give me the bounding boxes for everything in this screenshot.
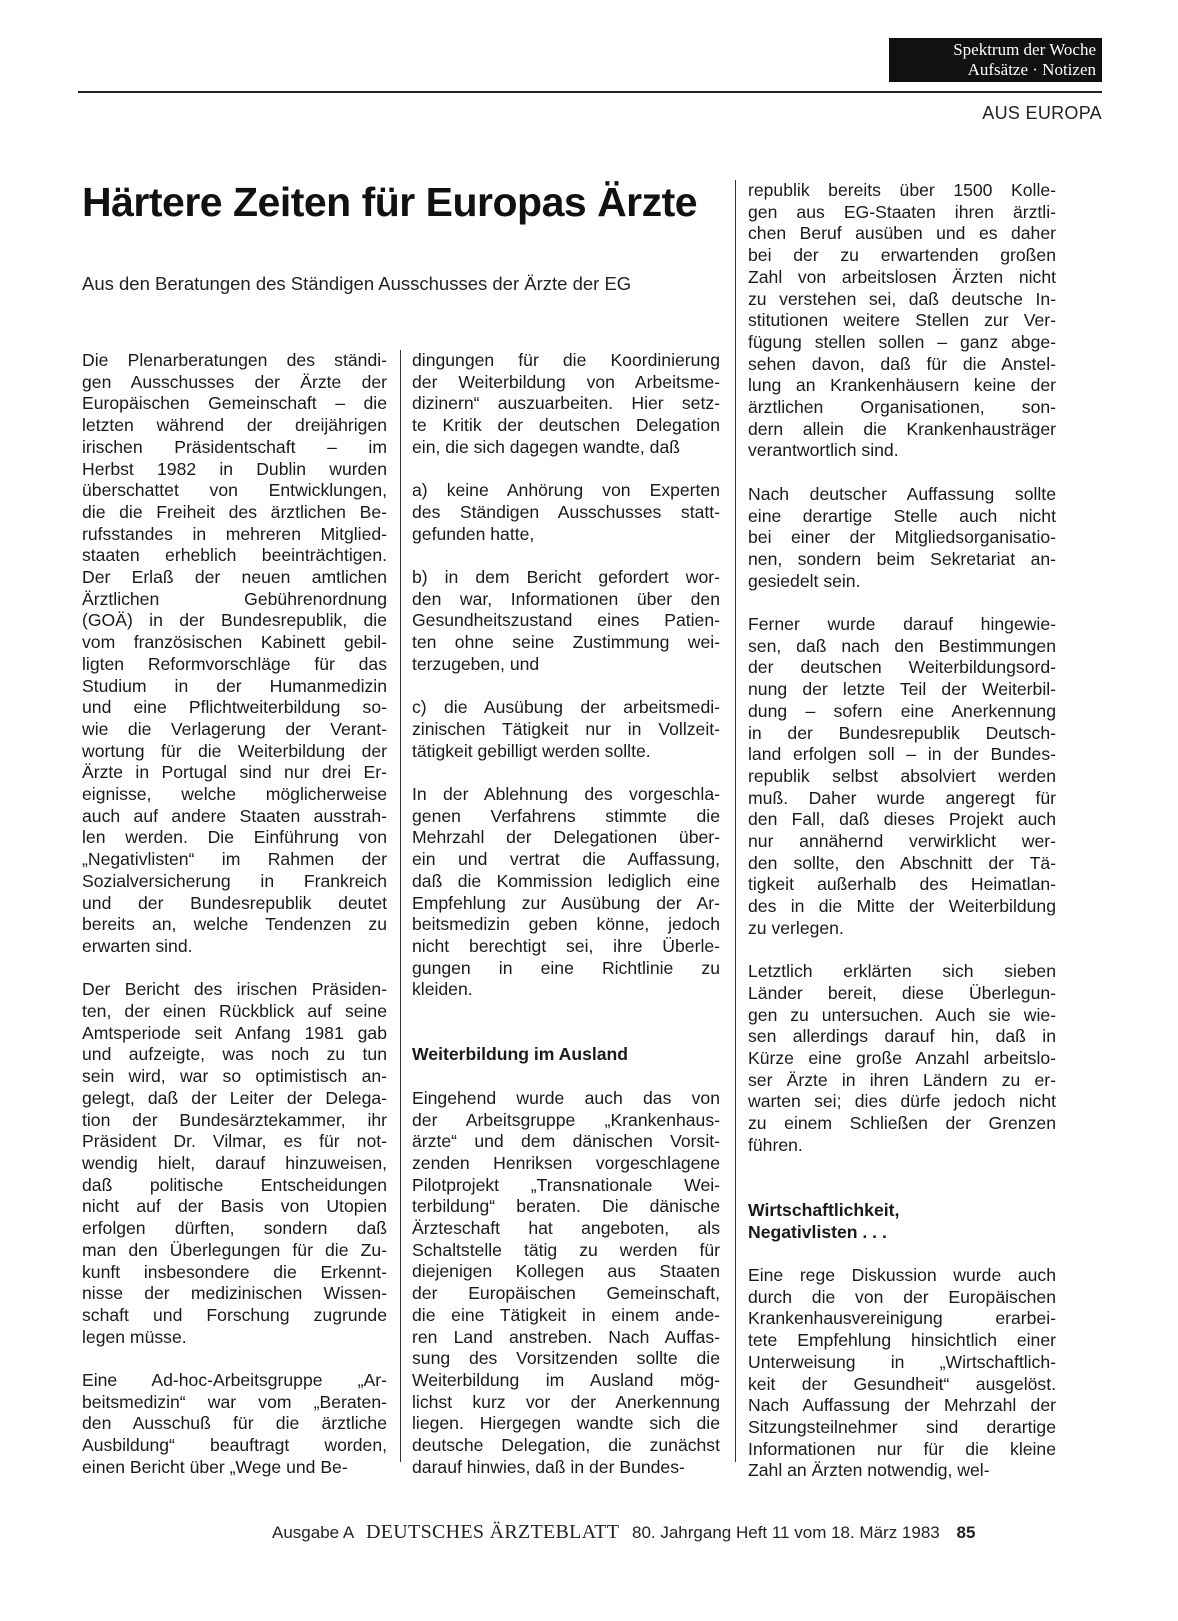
text-line: der Arbeitsgruppe „Krankenhaus- [412, 1109, 720, 1130]
section-label-line1: Spektrum der Woche [953, 40, 1096, 59]
text-line: irischen Präsidentschaft – im [82, 436, 387, 457]
text-line: dingungen für die Koordinierung [412, 350, 720, 370]
section-heading [748, 1200, 1056, 1243]
text-line: wortung für die Weiterbildung der [82, 740, 387, 761]
text-line: b) in dem Bericht gefordert wor- [412, 567, 720, 587]
text-line: fügung stellen sollen – ganz abge- [748, 331, 1056, 352]
text-line: in der Bundesrepublik Deutsch- [748, 722, 1056, 743]
text-line: darauf hinwies, daß in der Bundes- [412, 1456, 685, 1477]
text-line: chen Beruf ausüben und es daher [748, 223, 1056, 244]
text-line: Zahl an Ärzten notwendig, wel- [748, 1460, 990, 1481]
text-line: wendig hielt, darauf hinzuweisen, [82, 1153, 387, 1173]
paragraph [748, 484, 1056, 593]
text-line: der deutschen Weiterbildungsord- [748, 657, 1056, 678]
text-line: diejenigen Kollegen aus Staaten [412, 1261, 720, 1282]
text-line: und der Bundesrepublik deutet [82, 892, 387, 913]
text-line: Herbst 1982 in Dublin wurden [82, 458, 387, 479]
heading-line: Negativlisten . . . [748, 1221, 887, 1242]
paragraph [412, 784, 720, 1001]
text-line: kleiden. [412, 979, 473, 1000]
text-line: die eine Tätigkeit in einem ande- [412, 1304, 720, 1325]
footer-edition: Ausgabe A [272, 1523, 354, 1542]
text-line: gelegt, daß der Leiter der Delega- [82, 1087, 387, 1108]
text-line: überschattet von Entwicklungen, [82, 480, 387, 501]
text-line: muß. Daher wurde angeregt für [748, 787, 1056, 808]
text-line: a) keine Anhörung von Experten [412, 480, 720, 501]
text-line: erwarten sind. [82, 935, 193, 956]
text-line: gungen in eine Richtlinie zu [412, 957, 720, 978]
text-line: Ausbildung“ beauftragt worden, [82, 1435, 387, 1456]
paragraph [748, 1265, 1056, 1482]
text-line: Präsident Dr. Vilmar, es für not- [82, 1131, 387, 1152]
page-footer [272, 1521, 975, 1544]
text-line: zu einem Schließen der Grenzen [748, 1113, 1056, 1134]
text-line: bei einer der Mitgliedsorganisatio- [748, 527, 1056, 548]
heading-line: Weiterbildung im Ausland [412, 1044, 629, 1065]
text-line: sen, daß nach den Bestimmungen [748, 635, 1056, 656]
text-line: Unterweisung in „Wirtschaftlich- [748, 1351, 1056, 1372]
text-line: lichst kurz vor der Anerkennung [412, 1391, 720, 1412]
text-line: Zahl von arbeitslosen Ärzten nicht [748, 266, 1056, 287]
text-line: nen, sondern beim Sekretariat an- [748, 548, 1056, 569]
text-line: (GOÄ) in der Bundesrepublik, die [82, 610, 387, 631]
text-line: warten sei; dies dürfe jedoch nicht [748, 1091, 1056, 1112]
text-line: nisse der medizinischen Wissen- [82, 1283, 387, 1304]
text-line: Nach Auffassung der Mehrzahl der [748, 1395, 1056, 1416]
text-line: Ferner wurde darauf hingewie- [748, 614, 1056, 635]
text-line: ten ohne seine Zustimmung wei- [412, 632, 720, 653]
footer-issue: 80. Jahrgang Heft 11 vom 18. März 1983 [632, 1523, 940, 1542]
text-line: gefunden hatte, [412, 523, 535, 544]
paragraph [412, 480, 720, 545]
text-line: und eine Pflichtweiterbildung so- [82, 697, 387, 718]
text-line: gesiedelt sein. [748, 570, 861, 591]
text-line: vom französischen Kabinett gebil- [82, 632, 387, 653]
text-line: stitutionen weitere Stellen zur Ver- [748, 310, 1056, 331]
text-line: In der Ablehnung des vorgeschla- [412, 784, 720, 804]
heading-line: Wirtschaftlichkeit, [748, 1199, 900, 1220]
text-line: den sollte, den Abschnitt der Tä- [748, 852, 1056, 873]
text-column-2 [412, 350, 720, 1478]
text-line: Weiterbildung im Ausland mög- [412, 1369, 720, 1390]
text-line: auch auf andere Staaten ausstrah- [82, 805, 387, 826]
text-line: sehen davon, daß für die Anstel- [748, 353, 1056, 374]
text-line: staaten erheblich beeinträchtigen. [82, 545, 387, 566]
text-line: Ärzteschaft hat angeboten, als [412, 1218, 720, 1239]
page-number: 85 [956, 1523, 976, 1542]
text-line: zenden Henriksen vorgeschlagene [412, 1152, 720, 1173]
text-line: liegen. Hiergegen wandte sich die [412, 1413, 720, 1434]
text-line: rufsstandes in mehreren Mitglied- [82, 523, 387, 544]
text-line: „Negativlisten“ im Rahmen der [82, 849, 387, 870]
text-line: verantwortlich sind. [748, 440, 899, 461]
text-line: ser Ärzte in ihren Ländern zu er- [748, 1069, 1056, 1090]
text-line: wie die Verlagerung der Verant- [82, 718, 387, 739]
text-line: te Kritik der deutschen Delegation [412, 415, 720, 436]
text-line: Der Erlaß der neuen amtlichen [82, 567, 387, 588]
paragraph [412, 1088, 720, 1479]
text-line: der Europäischen Gemeinschaft, [412, 1283, 720, 1304]
text-line: führen. [748, 1134, 803, 1155]
paragraph [82, 350, 387, 958]
text-line: republik selbst absolviert werden [748, 765, 1056, 786]
text-line: nur annähernd verwirklicht wer- [748, 831, 1056, 852]
section-heading [412, 1044, 720, 1066]
paragraph [748, 180, 1056, 462]
text-line: Studium in der Humanmedizin [82, 675, 387, 696]
text-line: ren Land anstreben. Nach Auffas- [412, 1326, 720, 1347]
text-line: Der Bericht des irischen Präsiden- [82, 979, 387, 1000]
text-line: zu verlegen. [748, 917, 844, 938]
text-line: terzugeben, und [412, 653, 540, 674]
text-line: Krankenhausvereinigung erarbei- [748, 1308, 1056, 1329]
text-line: tion der Bundesärztekammer, ihr [82, 1109, 387, 1130]
text-line: daß politische Entscheidungen [82, 1174, 387, 1195]
text-line: schaft und Forschung zugrunde [82, 1304, 387, 1325]
paragraph [412, 697, 720, 762]
text-line: Die Plenarberatungen des ständi- [82, 350, 387, 370]
text-line: terbildung“ beraten. Die dänische [412, 1196, 720, 1217]
paragraph [412, 350, 720, 459]
text-line: deutsche Delegation, die zunächst [412, 1435, 720, 1456]
text-line: zu verstehen sei, daß deutsche In- [748, 288, 1056, 309]
text-line: Gesundheitszustand eines Patien- [412, 610, 720, 631]
paragraph [748, 961, 1056, 1156]
article-title: Härtere Zeiten für Europas Ärzte [82, 179, 698, 225]
text-line: man den Überlegungen für die Zu- [82, 1239, 387, 1260]
text-line: Eingehend wurde auch das von [412, 1087, 720, 1108]
text-line: Empfehlung zur Ausübung der Ar- [412, 892, 720, 913]
text-line: Ärztlichen Gebührenordnung [82, 588, 387, 609]
text-line: dern allein die Krankenhausträger [748, 418, 1056, 439]
text-line: Schaltstelle tätig zu werden für [412, 1239, 720, 1260]
paragraph [748, 614, 1056, 940]
paragraph [82, 1370, 387, 1479]
text-line: Europäischen Gemeinschaft – die [82, 393, 387, 414]
text-line: gen Ausschusses der Ärzte der [82, 371, 387, 392]
text-line: Informationen nur für die kleine [748, 1438, 1056, 1459]
text-column-1 [82, 350, 387, 1479]
text-line: zinischen Tätigkeit nur in Vollzeit- [412, 718, 720, 739]
text-line: c) die Ausübung der arbeitsmedi- [412, 697, 720, 718]
text-line: ten, der einen Rückblick auf seine [82, 1001, 387, 1022]
footer-magazine: DEUTSCHES ÄRZTEBLATT [366, 1521, 620, 1543]
paragraph [412, 567, 720, 676]
column-divider [400, 350, 401, 1462]
text-line: nicht auf der Basis von Utopien [82, 1196, 387, 1217]
text-line: sein wird, war so optimistisch an- [82, 1066, 387, 1087]
text-line: Länder bereit, diese Überlegun- [748, 982, 1056, 1003]
text-line: dung – sofern eine Anerkennung [748, 700, 1056, 721]
header-rule [78, 91, 1102, 93]
text-line: den Fall, daß dieses Projekt auch [748, 809, 1056, 830]
section-label [889, 38, 1102, 82]
text-line: tätigkeit gebilligt werden sollte. [412, 740, 651, 761]
text-line: ligten Reformvorschläge für das [82, 653, 387, 674]
text-line: kunft insbesondere die Erkennt- [82, 1261, 387, 1282]
column-divider [735, 180, 736, 1462]
text-line: und aufzeigte, was noch zu tun [82, 1044, 387, 1065]
text-line: Sitzungsteilnehmer sind derartige [748, 1417, 1056, 1437]
text-line: Pilotprojekt „Transnationale Wei- [412, 1174, 720, 1195]
text-line: einen Bericht über „Wege und Be- [82, 1456, 348, 1477]
text-line: land erfolgen soll – in der Bundes- [748, 744, 1056, 765]
text-line: der Weiterbildung von Arbeitsme- [412, 371, 720, 392]
section-label-line2: Aufsätze · Notizen [967, 60, 1096, 79]
text-line: sung des Vorsitzenden sollte die [412, 1348, 720, 1369]
text-line: nicht berechtigt sei, ihre Überle- [412, 935, 720, 956]
text-line: Sozialversicherung in Frankreich [82, 870, 387, 891]
kicker: AUS EUROPA [982, 103, 1102, 123]
text-line: den Ausschuß für die ärztliche [82, 1413, 387, 1434]
text-line: daß die Kommission lediglich eine [412, 870, 720, 891]
text-line: lung an Krankenhäusern keine der [748, 375, 1056, 396]
text-line: eine derartige Stelle auch nicht [748, 505, 1056, 526]
text-line: tigkeit außerhalb des Heimatlan- [748, 874, 1056, 895]
text-line: eignisse, welche möglicherweise [82, 784, 387, 805]
text-line: dizinern“ auszuarbeiten. Hier setz- [412, 393, 720, 414]
text-line: keit der Gesundheit“ ausgelöst. [748, 1373, 1056, 1394]
text-line: gen aus EG-Staaten ihren ärztli- [748, 201, 1056, 222]
text-line: die die Freiheit des ärztlichen Be- [82, 501, 387, 522]
text-line: nung der letzte Teil der Weiterbil- [748, 679, 1056, 700]
text-line: Ärzte in Portugal sind nur drei Er- [82, 762, 387, 783]
text-line: letzten während der dreijährigen [82, 415, 387, 436]
text-line: ein, die sich dagegen wandte, daß [412, 436, 681, 457]
text-line: Nach deutscher Auffassung sollte [748, 483, 1056, 504]
text-line: beitsmedizin“ war vom „Beraten- [82, 1391, 387, 1412]
text-column-3 [748, 180, 1056, 1482]
text-line: sen allerdings darauf hin, daß in [748, 1026, 1056, 1047]
article-subtitle: Aus den Beratungen des Ständigen Ausschusses der Ärzte der EG [82, 273, 632, 294]
text-line: republik bereits über 1500 Kolle- [748, 180, 1056, 200]
text-line: beitsmedizin geben könne, jedoch [412, 914, 720, 935]
text-line: des in die Mitte der Weiterbildung [748, 896, 1056, 917]
text-line: Letztlich erklärten sich sieben [748, 961, 1056, 982]
text-line: ärzte“ und dem dänischen Vorsit- [412, 1131, 720, 1152]
text-line: bereits an, welche Tendenzen zu [82, 914, 387, 935]
text-line: gen zu untersuchen. Auch sie wie- [748, 1004, 1056, 1025]
text-line: tete Empfehlung hinsichtlich einer [748, 1330, 1056, 1351]
text-line: des Ständigen Ausschusses statt- [412, 501, 720, 522]
text-line: durch die von der Europäischen [748, 1286, 1056, 1307]
text-line: den war, Informationen über den [412, 588, 720, 609]
text-line: Eine Ad-hoc-Arbeitsgruppe „Ar- [82, 1370, 387, 1391]
text-line: Mehrzahl der Delegationen über- [412, 827, 720, 848]
text-line: genen Verfahrens stimmte die [412, 805, 720, 826]
text-line: Amtsperiode seit Anfang 1981 gab [82, 1022, 387, 1043]
text-line: legen müsse. [82, 1326, 187, 1347]
text-line: Eine rege Diskussion wurde auch [748, 1265, 1056, 1286]
paragraph [82, 979, 387, 1348]
text-line: len werden. Die Einführung von [82, 827, 387, 848]
text-line: Kürze eine große Anzahl arbeitslo- [748, 1048, 1056, 1069]
text-line: ein und vertrat die Auffassung, [412, 849, 720, 870]
text-line: bei der zu erwartenden großen [748, 245, 1056, 266]
text-line: ärztlichen Organisationen, son- [748, 397, 1056, 418]
text-line: erfolgen dürften, sondern daß [82, 1218, 387, 1239]
